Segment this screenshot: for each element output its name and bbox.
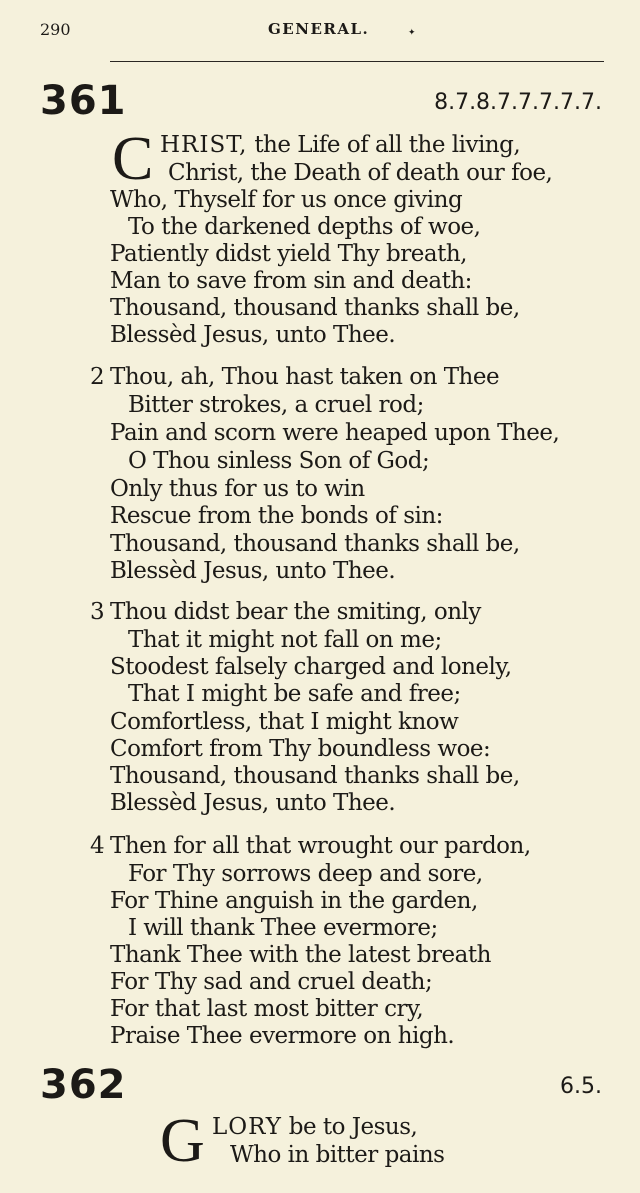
verse-line: Blessèd Jesus, unto Thee. <box>110 558 396 584</box>
first-line-rest: the Life of all the living, <box>254 132 521 158</box>
verse-line: For Thine anguish in the garden, <box>110 888 478 914</box>
verse-line: Thousand, thousand thanks shall be, <box>110 763 520 789</box>
verse-line: Thousand, thousand thanks shall be, <box>110 295 520 321</box>
verse-line: Praise Thee evermore on high. <box>110 1023 455 1049</box>
hymn-number: 362 <box>40 1062 127 1108</box>
page-number: 290 <box>40 20 71 39</box>
verse-line: Who, Thyself for us once giving <box>110 187 463 213</box>
verse-line: Thou, ah, Thou hast taken on Thee <box>110 364 500 390</box>
verse-line: Rescue from the bonds of sin: <box>110 503 443 529</box>
verse-number: 4 <box>90 833 105 859</box>
verse-line: Man to save from sin and death: <box>110 268 472 294</box>
verse-line: Patiently didst yield Thy breath, <box>110 241 467 267</box>
first-line <box>160 132 520 158</box>
hymn-number: 361 <box>40 78 127 124</box>
verse-line: Thank Thee with the latest breath <box>110 942 491 968</box>
verse-line: Christ, the Death of death our foe, <box>168 160 553 186</box>
verse-line: Only thus for us to win <box>110 476 365 502</box>
first-line-caps: LORY <box>212 1114 282 1140</box>
drop-cap: C <box>112 125 154 193</box>
verse-line: Blessèd Jesus, unto Thee. <box>110 790 396 816</box>
verse-line: That I might be safe and free; <box>128 681 461 707</box>
verse-line: I will thank Thee evermore; <box>128 915 438 941</box>
verse-line: For that last most bitter cry, <box>110 996 424 1022</box>
verse-line: Comfortless, that I might know <box>110 709 459 735</box>
verse-line: Who in bitter pains <box>230 1142 445 1168</box>
verse-line: That it might not fall on me; <box>128 627 442 653</box>
verse-line: Bitter strokes, a cruel rod; <box>128 392 424 418</box>
verse-line: O Thou sinless Son of God; <box>128 448 430 474</box>
first-line-rest: be to Jesus, <box>288 1114 418 1140</box>
verse-line: Stoodest falsely charged and lonely, <box>110 654 512 680</box>
hymn-meter: 8.7.8.7.7.7.7.7. <box>434 90 602 115</box>
hymn-meter: 6.5. <box>560 1074 602 1099</box>
verse-line: For Thy sad and cruel death; <box>110 969 433 995</box>
verse-line: Blessèd Jesus, unto Thee. <box>110 322 396 348</box>
header-rule <box>110 61 604 62</box>
verse-line: To the darkened depths of woe, <box>128 214 481 240</box>
verse-number: 3 <box>90 599 105 625</box>
verse-number: 2 <box>90 364 105 390</box>
first-line-caps: HRIST, <box>160 132 248 158</box>
verse-line: Thou didst bear the smiting, only <box>110 599 481 625</box>
ornament-icon: ✦ <box>408 28 416 38</box>
verse-line: Then for all that wrought our pardon, <box>110 833 531 859</box>
verse-line: For Thy sorrows deep and sore, <box>128 861 483 887</box>
running-head: GENERAL. <box>268 20 370 38</box>
page-header <box>40 18 605 44</box>
first-line <box>212 1114 417 1140</box>
drop-cap: G <box>160 1107 205 1175</box>
verse-line: Comfort from Thy boundless woe: <box>110 736 491 762</box>
verse-line: Thousand, thousand thanks shall be, <box>110 531 520 557</box>
verse-line: Pain and scorn were heaped upon Thee, <box>110 420 560 446</box>
